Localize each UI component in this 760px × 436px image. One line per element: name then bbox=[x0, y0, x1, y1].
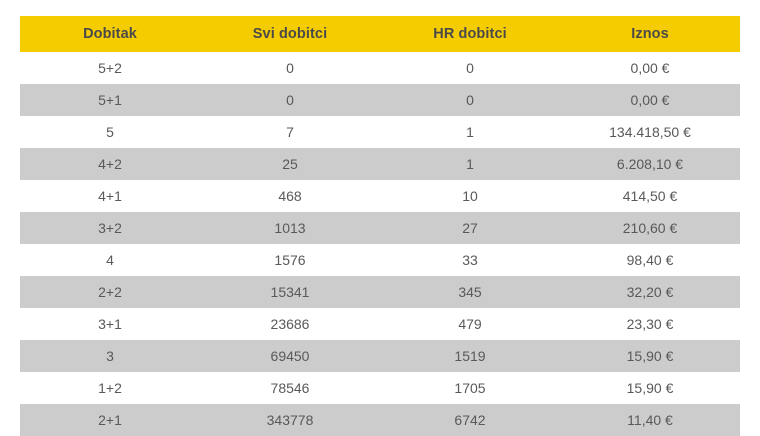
cell-category: 4+1 bbox=[20, 180, 200, 212]
cell-category: 5 bbox=[20, 116, 200, 148]
table-row bbox=[20, 180, 740, 212]
cell-hr-winners: 1 bbox=[380, 148, 560, 180]
table-row bbox=[20, 404, 740, 436]
table-row bbox=[20, 276, 740, 308]
cell-category: 2+2 bbox=[20, 276, 200, 308]
cell-hr-winners: 27 bbox=[380, 212, 560, 244]
cell-hr-winners: 0 bbox=[380, 52, 560, 84]
column-header-iznos: Iznos bbox=[560, 16, 740, 52]
cell-amount: 0,00 € bbox=[560, 52, 740, 84]
prize-breakdown-table bbox=[20, 16, 740, 436]
column-header-svi-dobitci: Svi dobitci bbox=[200, 16, 380, 52]
cell-amount: 11,40 € bbox=[560, 404, 740, 436]
column-header-hr-dobitci: HR dobitci bbox=[380, 16, 560, 52]
cell-all-winners: 25 bbox=[200, 148, 380, 180]
cell-category: 5+2 bbox=[20, 52, 200, 84]
cell-amount: 134.418,50 € bbox=[560, 116, 740, 148]
cell-category: 4+2 bbox=[20, 148, 200, 180]
cell-category: 3 bbox=[20, 340, 200, 372]
cell-hr-winners: 33 bbox=[380, 244, 560, 276]
cell-amount: 414,50 € bbox=[560, 180, 740, 212]
cell-amount: 23,30 € bbox=[560, 308, 740, 340]
cell-amount: 0,00 € bbox=[560, 84, 740, 116]
cell-all-winners: 23686 bbox=[200, 308, 380, 340]
cell-amount: 15,90 € bbox=[560, 372, 740, 404]
cell-amount: 15,90 € bbox=[560, 340, 740, 372]
cell-all-winners: 69450 bbox=[200, 340, 380, 372]
cell-hr-winners: 0 bbox=[380, 84, 560, 116]
table-row bbox=[20, 84, 740, 116]
cell-amount: 210,60 € bbox=[560, 212, 740, 244]
table-body bbox=[20, 52, 740, 436]
table-row bbox=[20, 116, 740, 148]
cell-amount: 98,40 € bbox=[560, 244, 740, 276]
prize-table-container bbox=[20, 0, 740, 436]
cell-hr-winners: 10 bbox=[380, 180, 560, 212]
cell-hr-winners: 1705 bbox=[380, 372, 560, 404]
cell-amount: 6.208,10 € bbox=[560, 148, 740, 180]
cell-all-winners: 468 bbox=[200, 180, 380, 212]
cell-amount: 32,20 € bbox=[560, 276, 740, 308]
cell-all-winners: 7 bbox=[200, 116, 380, 148]
cell-category: 3+2 bbox=[20, 212, 200, 244]
cell-category: 4 bbox=[20, 244, 200, 276]
cell-hr-winners: 479 bbox=[380, 308, 560, 340]
cell-all-winners: 0 bbox=[200, 84, 380, 116]
table-header-row bbox=[20, 16, 740, 52]
cell-hr-winners: 1519 bbox=[380, 340, 560, 372]
table-row bbox=[20, 340, 740, 372]
cell-all-winners: 1013 bbox=[200, 212, 380, 244]
table-row bbox=[20, 372, 740, 404]
cell-category: 1+2 bbox=[20, 372, 200, 404]
cell-category: 3+1 bbox=[20, 308, 200, 340]
table-header bbox=[20, 16, 740, 52]
cell-all-winners: 78546 bbox=[200, 372, 380, 404]
table-row bbox=[20, 148, 740, 180]
cell-category: 5+1 bbox=[20, 84, 200, 116]
cell-all-winners: 0 bbox=[200, 52, 380, 84]
cell-hr-winners: 6742 bbox=[380, 404, 560, 436]
cell-hr-winners: 345 bbox=[380, 276, 560, 308]
table-row bbox=[20, 212, 740, 244]
cell-all-winners: 1576 bbox=[200, 244, 380, 276]
cell-all-winners: 343778 bbox=[200, 404, 380, 436]
cell-all-winners: 15341 bbox=[200, 276, 380, 308]
table-row bbox=[20, 308, 740, 340]
cell-category: 2+1 bbox=[20, 404, 200, 436]
table-row bbox=[20, 52, 740, 84]
column-header-dobitak: Dobitak bbox=[20, 16, 200, 52]
cell-hr-winners: 1 bbox=[380, 116, 560, 148]
table-row bbox=[20, 244, 740, 276]
